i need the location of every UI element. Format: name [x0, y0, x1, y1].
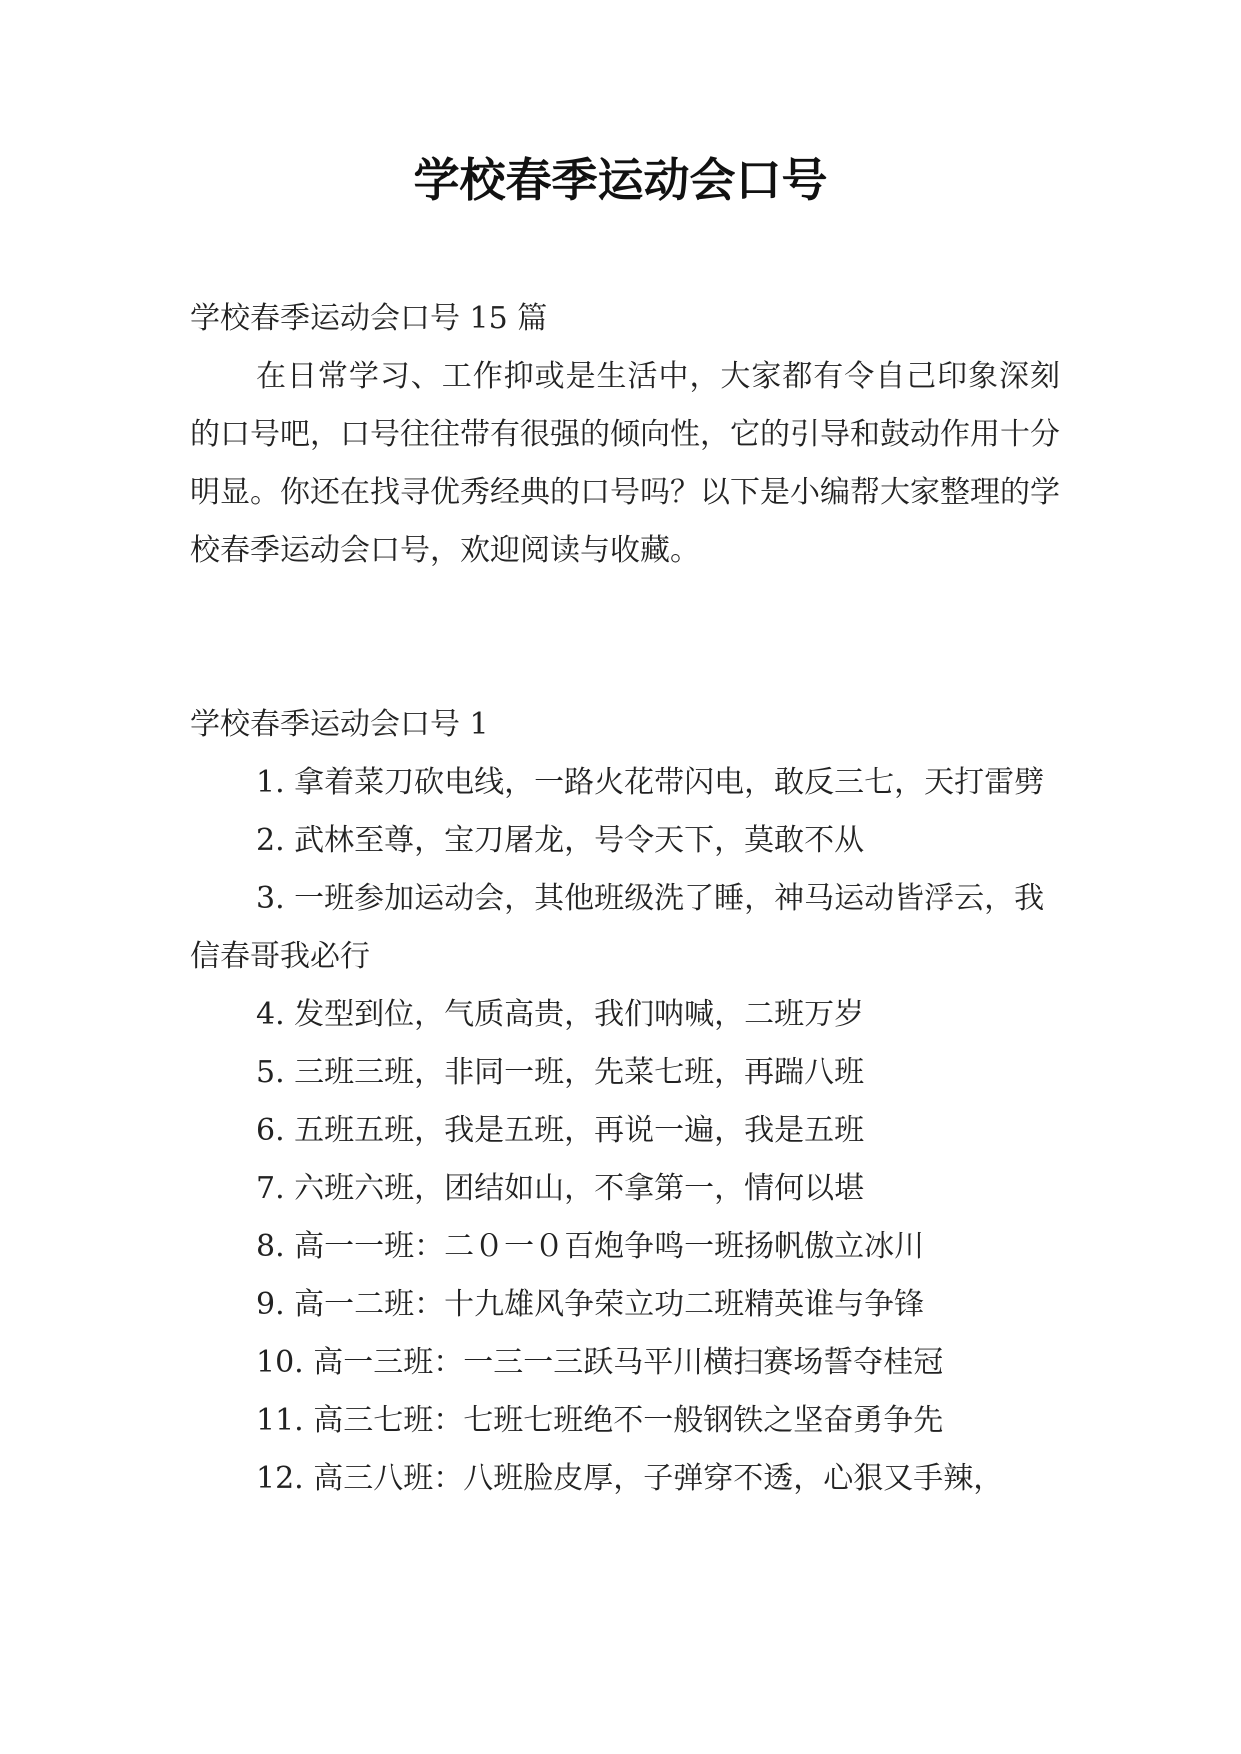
slogan-item: 1. 拿着菜刀砍电线，一路火花带闪电，敢反三七，天打雷劈	[256, 765, 1045, 800]
document-subtitle: 学校春季运动会口号 15 篇	[190, 301, 548, 336]
slogan-item: 6. 五班五班，我是五班，再说一遍，我是五班	[256, 1113, 865, 1148]
slogan-item: 3. 一班参加运动会，其他班级洗了睡，神马运动皆浮云，我信春哥我必行	[190, 881, 1045, 974]
section-heading: 学校春季运动会口号 1	[190, 707, 489, 742]
document-body	[190, 290, 1060, 1508]
slogan-item: 4. 发型到位，气质高贵，我们呐喊，二班万岁	[256, 997, 865, 1032]
slogan-item: 10. 高一三班：一三一三跃马平川横扫赛场誓夺桂冠	[256, 1345, 944, 1380]
slogan-item: 5. 三班三班，非同一班，先菜七班，再踹八班	[256, 1055, 865, 1090]
intro-paragraph: 在日常学习、工作抑或是生活中，大家都有令自己印象深刻的口号吧，口号往往带有很强的倾向性，它的引导和鼓动作用十分明显。你还在找寻优秀经典的口号吗？以下是小编帮大家整理的学校春季运动会口号，欢迎阅读与收藏。	[190, 359, 1060, 568]
slogan-list	[190, 754, 1060, 1508]
slogan-item: 11. 高三七班：七班七班绝不一般钢铁之坚奋勇争先	[256, 1403, 944, 1438]
slogan-item: 8. 高一一班：二０一０百炮争鸣一班扬帆傲立冰川	[256, 1229, 925, 1264]
slogan-item: 9. 高一二班：十九雄风争荣立功二班精英谁与争锋	[256, 1287, 925, 1322]
document-title: 学校春季运动会口号	[413, 153, 828, 207]
slogan-item: 2. 武林至尊，宝刀屠龙，号令天下，莫敢不从	[256, 823, 865, 858]
slogan-item: 7. 六班六班，团结如山，不拿第一，情何以堪	[256, 1171, 865, 1206]
slogan-item: 12. 高三八班：八班脸皮厚，子弹穿不透，心狠又手辣，	[256, 1461, 1004, 1496]
